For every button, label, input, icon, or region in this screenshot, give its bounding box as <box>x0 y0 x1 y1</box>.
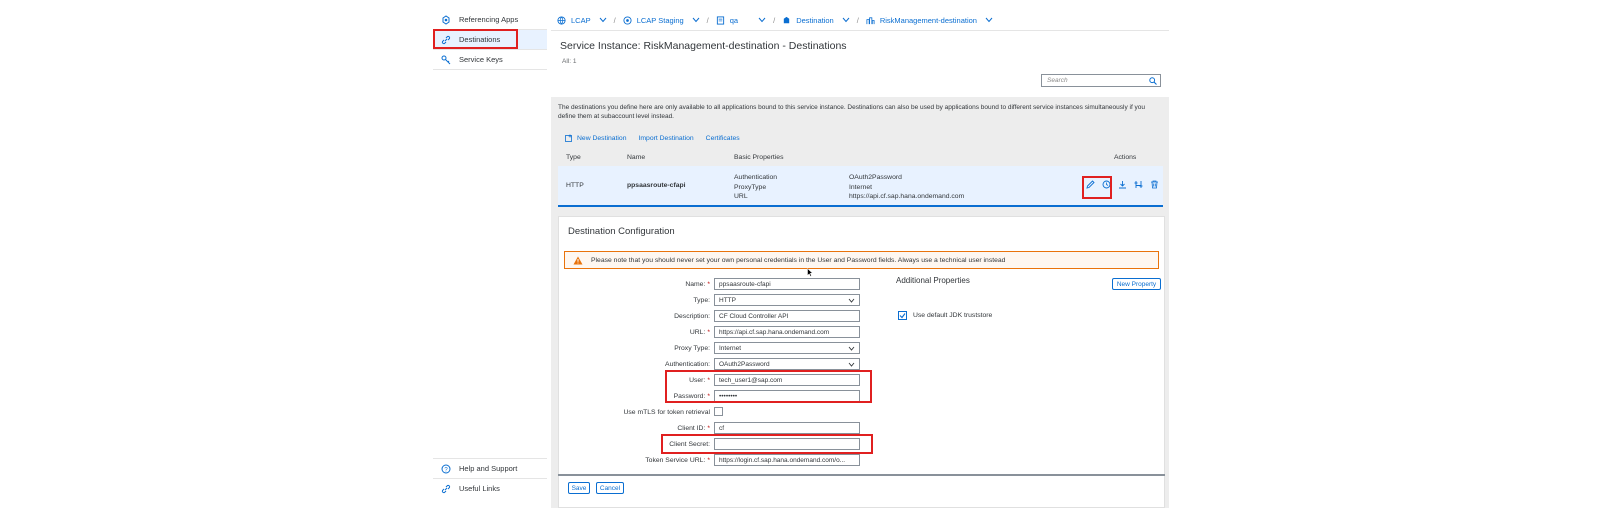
mtls-label: Use mTLS for token retrieval <box>623 409 710 416</box>
url-input[interactable]: https://api.cf.sap.hana.ondemand.com <box>714 326 860 338</box>
name-label: Name: * <box>685 281 710 288</box>
sidebar <box>433 10 547 500</box>
row-property-keys: Authentication ProxyType URL <box>734 174 778 200</box>
sidebar-item-label: Useful Links <box>459 484 500 493</box>
row-type: HTTP <box>566 182 584 189</box>
form-footer-divider <box>558 474 1165 476</box>
proxy-type-label: Proxy Type: <box>674 345 710 352</box>
use-jdk-truststore-label: Use default JDK truststore <box>913 312 993 319</box>
save-button[interactable]: Save <box>568 482 590 494</box>
import-destination-button[interactable]: Import Destination <box>638 134 694 142</box>
chevron-down-icon[interactable] <box>692 17 700 23</box>
toolbar <box>565 134 752 142</box>
type-label: Type: <box>693 297 710 304</box>
sidebar-item-referencing-apps[interactable] <box>433 10 547 30</box>
sidebar-item-label: Destinations <box>459 35 501 44</box>
key-icon <box>441 55 451 65</box>
delete-icon[interactable] <box>1150 179 1159 189</box>
url-label: URL: * <box>689 329 710 336</box>
row-property-values: OAuth2Password Internet https://api.cf.sap.hana.ondemand.com <box>849 174 965 200</box>
table-row[interactable] <box>558 166 1163 207</box>
breadcrumb-separator: / <box>773 15 776 25</box>
highlight-box <box>433 29 518 49</box>
row-name: ppsaasroute-cfapi <box>627 182 686 189</box>
use-jdk-truststore-checkbox[interactable] <box>898 311 907 320</box>
user-label: User: * <box>689 377 710 384</box>
new-destination-button[interactable]: New Destination <box>565 134 627 142</box>
config-title: Destination Configuration <box>568 226 675 237</box>
chevron-down-icon[interactable] <box>842 17 850 23</box>
type-select[interactable]: HTTP <box>714 294 860 306</box>
authentication-select[interactable]: OAuth2Password <box>714 358 860 370</box>
password-label: Password: * <box>673 393 710 400</box>
chevron-down-icon[interactable] <box>848 346 855 351</box>
breadcrumb-item-destination[interactable]: Destination <box>782 16 850 25</box>
breadcrumb-separator: / <box>856 15 859 25</box>
referencing-apps-icon <box>441 15 451 25</box>
breadcrumb-separator: / <box>613 15 616 25</box>
column-header-actions: Actions <box>1114 154 1137 161</box>
service-icon <box>782 16 791 25</box>
search-input[interactable]: Search <box>1041 74 1161 87</box>
new-property-button[interactable]: New Property <box>1112 278 1161 290</box>
token-service-url-label: Token Service URL: * <box>645 457 710 464</box>
svg-text:?: ? <box>444 466 448 473</box>
globe-icon <box>557 16 566 25</box>
user-input[interactable]: tech_user1@sap.com <box>714 374 860 386</box>
check-connection-icon[interactable] <box>1134 179 1143 189</box>
sidebar-item-label: Referencing Apps <box>459 15 519 24</box>
cancel-button[interactable]: Cancel <box>596 482 624 494</box>
chevron-down-icon[interactable] <box>848 298 855 303</box>
sidebar-item-help[interactable] <box>433 458 547 478</box>
item-count: All: 1 <box>562 58 577 65</box>
column-header-name[interactable]: Name <box>627 154 646 161</box>
sidebar-item-service-keys[interactable] <box>433 50 547 70</box>
sidebar-item-useful-links[interactable] <box>433 478 547 498</box>
breadcrumb-item-lcap[interactable]: LCAP <box>557 16 607 25</box>
breadcrumb-item-lcap-staging[interactable]: LCAP Staging <box>623 16 700 25</box>
description-label: Description: <box>674 313 710 320</box>
password-input[interactable]: •••••••• <box>714 390 860 402</box>
table-header <box>558 151 1163 165</box>
highlight-box <box>665 370 872 403</box>
new-destination-icon <box>565 134 573 142</box>
chevron-down-icon[interactable] <box>599 17 607 23</box>
chevron-down-icon[interactable] <box>985 17 993 23</box>
page-title: Service Instance: RiskManagement-destination - Destinations <box>560 40 847 52</box>
additional-properties-heading: Additional Properties <box>896 276 970 285</box>
header-divider <box>551 30 1169 31</box>
info-text: The destinations you define here are only available to all applications bound to this service instance. Destinations can also be used by applications bound to different service instances simultaneously if you define them at subaccount level instead. <box>558 104 1146 120</box>
space-icon <box>716 16 725 25</box>
highlight-box <box>661 434 873 454</box>
download-icon[interactable] <box>1118 179 1127 189</box>
client-id-input[interactable]: cf <box>714 422 860 434</box>
chevron-down-icon[interactable] <box>758 17 766 23</box>
warning-message: Please note that you should never set your own personal credentials in the User and Password fields. Always use a technical user instead <box>564 251 1159 269</box>
mtls-checkbox[interactable] <box>714 407 723 416</box>
token-service-url-input[interactable]: https://login.cf.sap.hana.ondemand.com/o... <box>714 454 860 466</box>
warning-icon <box>573 256 583 265</box>
name-input[interactable]: ppsaasroute-cfapi <box>714 278 860 290</box>
column-header-basic-properties[interactable]: Basic Properties <box>734 154 784 161</box>
breadcrumb-item-qa[interactable]: qa <box>716 16 766 25</box>
highlight-box <box>1082 176 1112 199</box>
description-input[interactable]: CF Cloud Controller API <box>714 310 860 322</box>
certificates-button[interactable]: Certificates <box>705 134 740 142</box>
sidebar-item-label: Service Keys <box>459 55 503 64</box>
checkmark-icon <box>899 312 906 319</box>
subaccount-icon <box>623 16 632 25</box>
breadcrumb-separator: / <box>706 15 709 25</box>
client-id-label: Client ID: * <box>677 425 710 432</box>
search-icon[interactable] <box>1149 77 1157 85</box>
client-secret-label: Client Secret: <box>669 441 710 448</box>
help-icon <box>441 464 451 474</box>
column-header-type[interactable]: Type <box>566 154 581 161</box>
mouse-cursor-icon <box>807 268 813 277</box>
chevron-down-icon[interactable] <box>848 362 855 367</box>
breadcrumb-item-instance[interactable]: RiskManagement-destination <box>866 16 993 25</box>
instance-icon <box>866 16 875 25</box>
link-icon <box>441 484 451 494</box>
proxy-type-select[interactable]: Internet <box>714 342 860 354</box>
sidebar-item-label: Help and Support <box>459 464 518 473</box>
breadcrumb <box>557 13 993 27</box>
authentication-label: Authentication: <box>665 361 710 368</box>
